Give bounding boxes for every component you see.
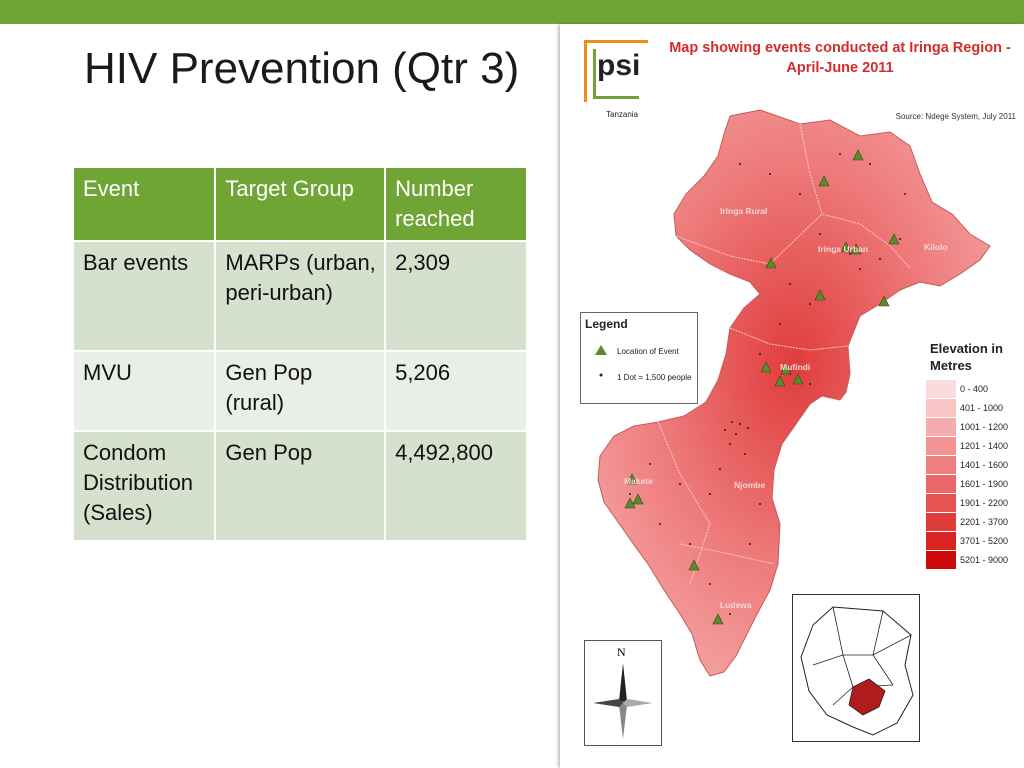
top-accent-bar (0, 0, 1024, 24)
legend-dot-label: 1 Dot = 1,500 people (617, 373, 692, 382)
elevation-swatch (926, 418, 956, 436)
table-row (73, 431, 527, 541)
logo-subtext: Tanzania (606, 110, 639, 119)
elevation-label: 1001 - 1200 (960, 422, 1009, 432)
elevation-label: 5201 - 9000 (960, 555, 1009, 565)
elevation-swatch (926, 551, 956, 569)
cell-target-group: MARPs (urban, peri-urban) (215, 241, 385, 351)
map-source: Source: Ndege System, July 2011 (895, 112, 1016, 121)
district-label: Makete (624, 476, 653, 486)
elevation-row (926, 399, 1022, 417)
psi-logo (584, 40, 648, 102)
district-label: Iringa Rural (720, 206, 768, 216)
cell-number-reached: 2,309 (385, 241, 527, 351)
cell-target-group: Gen Pop (215, 431, 385, 541)
cell-number-reached: 4,492,800 (385, 431, 527, 541)
district-label: Kilolo (924, 242, 948, 252)
elevation-row (926, 513, 1022, 531)
cell-number-reached: 5,206 (385, 351, 527, 431)
elevation-row (926, 456, 1022, 474)
district-label: Ludewa (720, 600, 752, 610)
elevation-label: 1601 - 1900 (960, 479, 1009, 489)
elevation-row (926, 475, 1022, 493)
cell-event: Bar events (73, 241, 215, 351)
elevation-swatch (926, 380, 956, 398)
elevation-label: 1401 - 1600 (960, 460, 1009, 470)
district-label: Iringa Urban (818, 244, 869, 254)
elevation-label: 401 - 1000 (960, 403, 1004, 413)
cell-event: Condom Distribution (Sales) (73, 431, 215, 541)
district-label: Njombe (734, 480, 766, 490)
district-label: Mufindi (780, 362, 811, 372)
elevation-swatch (926, 399, 956, 417)
map-panel (560, 24, 1024, 768)
legend-event-label: Location of Event (617, 347, 679, 356)
elevation-row (926, 494, 1022, 512)
slide-title: HIV Prevention (Qtr 3) (84, 44, 520, 93)
triangle-icon (595, 345, 607, 355)
elevation-swatch (926, 532, 956, 550)
elevation-label: 1901 - 2200 (960, 498, 1009, 508)
legend-box (580, 312, 698, 404)
dot-icon (599, 373, 603, 377)
table-row (73, 241, 527, 351)
elevation-label: 3701 - 5200 (960, 536, 1009, 546)
inset-map-shape (793, 595, 919, 741)
elevation-swatch (926, 494, 956, 512)
logo-text: psi (597, 49, 641, 82)
cell-target-group: Gen Pop (rural) (215, 351, 385, 431)
legend-title: Legend (585, 317, 628, 331)
elevation-label: 2201 - 3700 (960, 517, 1009, 527)
events-table (72, 166, 528, 542)
elevation-title: Elevation in Metres (930, 341, 1003, 373)
elevation-row (926, 532, 1022, 550)
elevation-row (926, 380, 1022, 398)
header-number-reached: Number reached (385, 167, 527, 241)
tanzania-inset-map (792, 594, 920, 742)
elevation-swatch (926, 513, 956, 531)
elevation-row (926, 418, 1022, 436)
map-title: Map showing events conducted at Iringa Region - April-June 2011 (669, 40, 1011, 76)
table-header-row (73, 167, 527, 241)
elevation-swatch (926, 456, 956, 474)
elevation-swatch (926, 437, 956, 455)
header-event: Event (73, 167, 215, 241)
compass-icon (591, 661, 655, 741)
elevation-label: 1201 - 1400 (960, 441, 1009, 451)
compass-north-label: N (617, 645, 626, 659)
compass-rose (584, 640, 662, 746)
cell-event: MVU (73, 351, 215, 431)
table-row (73, 351, 527, 431)
elevation-row (926, 437, 1022, 455)
header-target-group: Target Group (215, 167, 385, 241)
elevation-swatch (926, 475, 956, 493)
elevation-label: 0 - 400 (960, 384, 989, 394)
elevation-row (926, 551, 1022, 569)
